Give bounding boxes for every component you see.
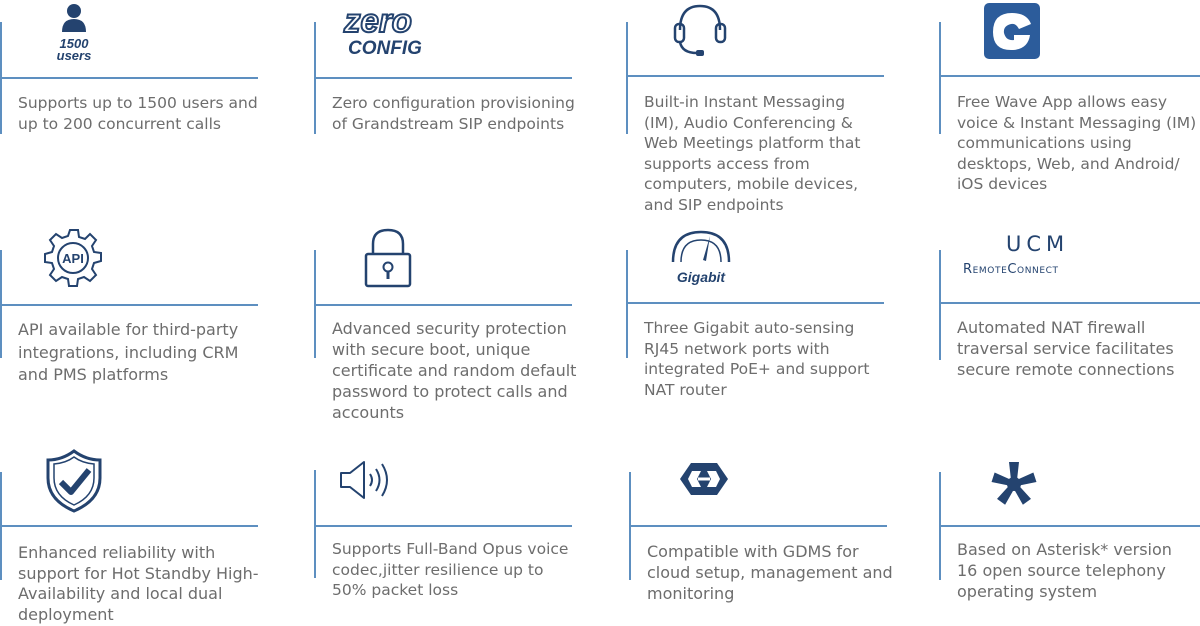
feature-description: Built-in Instant Messaging (IM), Audio Conferencing & Web Meetings platform that supports access from computers, mobile devices, and SIP endpoints <box>644 93 861 214</box>
headset-icon <box>670 0 730 58</box>
feature-description: Supports up to 1500 users and up to 200 concurrent calls <box>18 94 258 133</box>
feature-description: Compatible with GDMS for cloud setup, management and monitoring <box>647 542 893 603</box>
svg-text:1500: 1500 <box>59 36 89 51</box>
ucm-remoteconnect-logo <box>961 232 1141 280</box>
padlock-icon <box>362 226 414 290</box>
users-1500-icon <box>50 2 100 62</box>
remoteconnect-logo-text: RemoteConnect <box>963 262 1059 277</box>
svg-text:Gigabit: Gigabit <box>676 269 726 285</box>
ucm-logo-text: UCM <box>1006 232 1070 256</box>
feature-description: Supports Full-Band Opus voice codec,jitter resilience up to 50% packet loss <box>332 540 569 600</box>
wave-app-icon <box>983 2 1041 60</box>
feature-remote <box>939 222 1197 392</box>
feature-zero-config <box>314 0 575 200</box>
feature-security <box>314 222 577 422</box>
shield-check-icon <box>44 448 104 514</box>
gdms-icon <box>677 460 731 498</box>
feature-description: API available for third-party integrations, including CRM and PMS platforms <box>18 320 239 384</box>
feature-users <box>0 0 258 200</box>
feature-reliability <box>0 446 258 624</box>
feature-opus <box>314 446 572 624</box>
feature-description: Automated NAT firewall traversal service facilitates secure remote connections <box>957 318 1175 379</box>
speaker-icon <box>338 458 394 502</box>
feature-im <box>626 0 884 220</box>
feature-gigabit <box>626 222 884 399</box>
feature-description: Free Wave App allows easy voice & Instant Messaging (IM) communications using desktops, Web, and Android/ iOS devices <box>957 93 1197 194</box>
asterisk-icon <box>987 458 1041 510</box>
feature-description: Zero configuration provisioning of Grandstream SIP endpoints <box>332 94 575 133</box>
api-gear-icon <box>42 226 106 290</box>
svg-text:API: API <box>62 251 84 266</box>
feature-description: Enhanced reliability with support for Hot Standby High-Availability and local dual deployment <box>18 543 259 625</box>
feature-asterisk <box>939 446 1197 624</box>
feature-wave <box>939 0 1197 220</box>
feature-description: Three Gigabit auto-sensing RJ45 network ports with integrated PoE+ and support NAT router <box>644 319 870 399</box>
svg-text:zero: zero <box>344 2 412 39</box>
feature-api <box>0 222 258 392</box>
svg-text:users: users <box>56 48 92 62</box>
zero-config-icon <box>342 2 442 60</box>
feature-description: Advanced security protection with secure boot, unique certificate and random default password to protect calls and accounts <box>332 319 577 422</box>
feature-gdms <box>629 446 893 624</box>
gigabit-speedometer-icon <box>668 226 734 288</box>
svg-text:CONFIG: CONFIG <box>348 38 422 59</box>
feature-description: Based on Asterisk* version 16 open source telephony operating system <box>957 540 1172 601</box>
